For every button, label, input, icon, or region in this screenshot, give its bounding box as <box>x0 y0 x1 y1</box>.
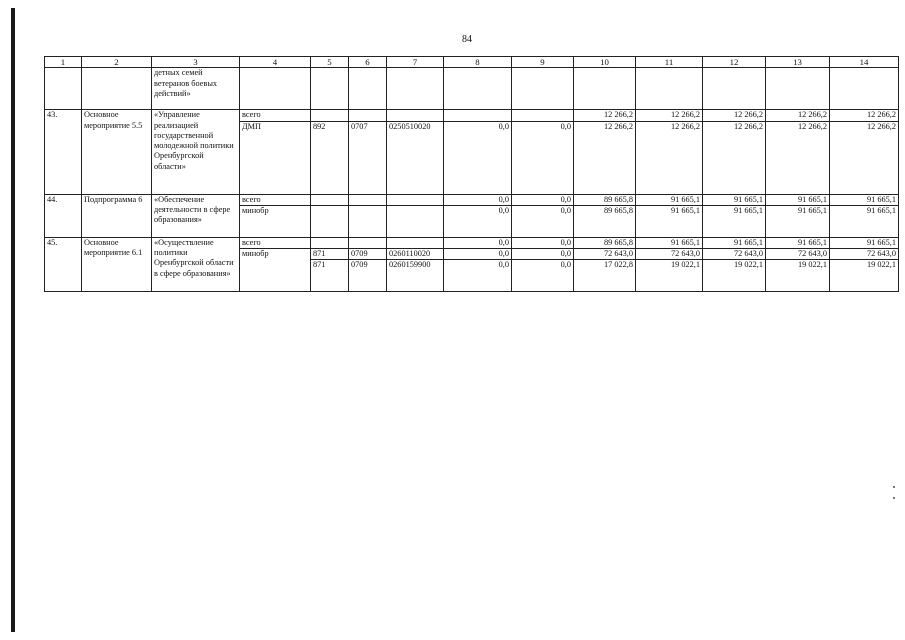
scan-speck <box>893 486 895 488</box>
executor: ДМП <box>240 121 311 194</box>
column-header: 12 <box>703 57 766 68</box>
table-row: 871 0709 0260159900 0,0 0,0 17 022,8 19 022,1 19 022,1 19 022,1 19 022,1 <box>45 260 899 292</box>
measure-name: «Осуществление политики Оренбургской области в сфере образования» <box>152 237 240 292</box>
column-header: 6 <box>349 57 387 68</box>
table-row-continuation <box>45 68 899 110</box>
executor: всего <box>240 194 311 205</box>
scan-speck <box>893 497 895 499</box>
executor: всего <box>240 110 311 121</box>
measure-type: Основное мероприятие 6.1 <box>82 237 152 292</box>
column-header: 4 <box>240 57 311 68</box>
measure-name: «Управление реализацией государственной молодежной политики Оренбургской области» <box>152 110 240 194</box>
measure-name: «Обеспечение деятельности в сфере образования» <box>152 194 240 237</box>
executor: минобр <box>240 249 311 292</box>
column-header: 3 <box>152 57 240 68</box>
measure-name: детных семей ветеранов боевых действий» <box>152 68 240 110</box>
budget-table <box>44 56 899 292</box>
column-header: 11 <box>636 57 703 68</box>
table-row: 45. Основное мероприятие 6.1 «Осуществление политики Оренбургской области в сфере образования» всего 0,0 0,0 89 665,8 91 665,1 91 665,1 91 665,1 91 665,1 <box>45 237 899 248</box>
table-row: минобр 871 0709 0260110020 0,0 0,0 72 643,0 72 643,0 72 643,0 72 643,0 72 643,0 <box>45 249 899 260</box>
column-header: 10 <box>574 57 636 68</box>
column-header: 9 <box>512 57 574 68</box>
column-header: 1 <box>45 57 82 68</box>
measure-type: Основное мероприятие 5.5 <box>82 110 152 194</box>
table-row: ДМП 892 0707 0250510020 0,0 0,0 12 266,2 12 266,2 12 266,2 12 266,2 12 266,2 <box>45 121 899 194</box>
page-number: 84 <box>462 34 472 45</box>
column-header: 5 <box>311 57 349 68</box>
table-row: 43. Основное мероприятие 5.5 «Управление реализацией государственной молодежной политики Оренбургской области» всего 12 266,2 12 266,2 12 266,2 12 266,2 12 266,2 <box>45 110 899 121</box>
column-header: 13 <box>766 57 830 68</box>
column-header: 7 <box>387 57 444 68</box>
page-edge-bar <box>11 8 15 632</box>
measure-type: Подпрограмма 6 <box>82 194 152 237</box>
executor: всего <box>240 237 311 248</box>
row-number: 45. <box>45 237 82 292</box>
column-header: 2 <box>82 57 152 68</box>
table-header-row <box>45 57 899 68</box>
row-number: 44. <box>45 194 82 237</box>
table-row: 44. Подпрограмма 6 «Обеспечение деятельности в сфере образования» всего 0,0 0,0 89 665,8 91 665,1 91 665,1 91 665,1 91 665,1 <box>45 194 899 205</box>
row-number: 43. <box>45 110 82 194</box>
table-row: минобр 0,0 0,0 89 665,8 91 665,1 91 665,1 91 665,1 91 665,1 <box>45 205 899 237</box>
column-header: 14 <box>830 57 899 68</box>
column-header: 8 <box>444 57 512 68</box>
executor: минобр <box>240 205 311 237</box>
